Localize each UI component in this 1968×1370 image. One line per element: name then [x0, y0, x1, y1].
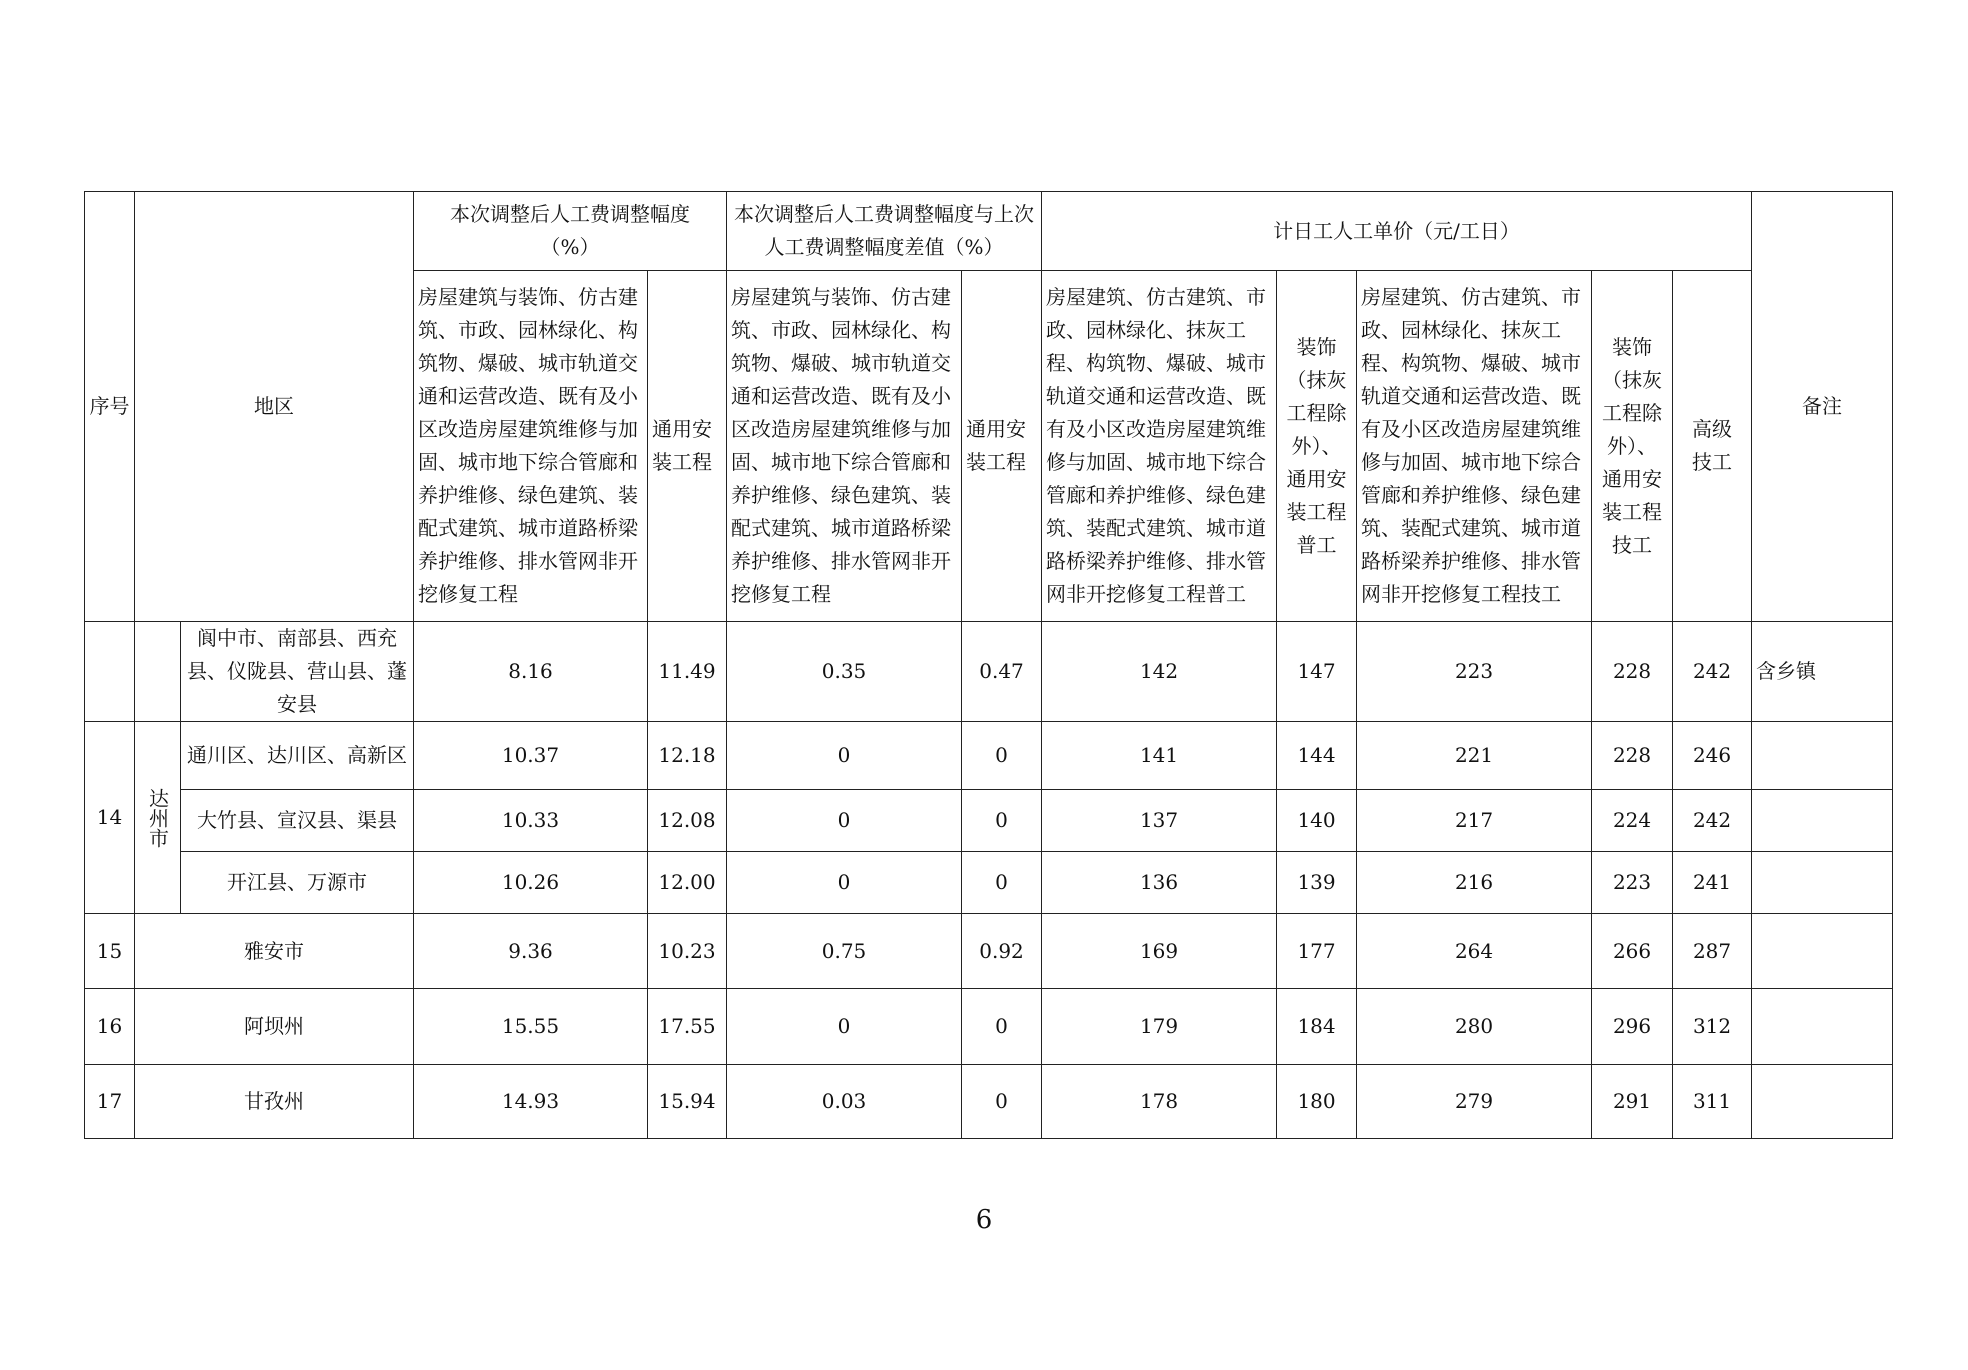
value-cell: 291	[1592, 1065, 1673, 1139]
value-cell: 179	[1042, 989, 1277, 1065]
page-number: 6	[975, 1205, 993, 1235]
region-cell: 阆中市、南部县、西充县、仪陇县、营山县、蓬安县	[181, 622, 414, 722]
value-cell: 216	[1357, 852, 1592, 914]
seq-cell: 15	[85, 914, 135, 989]
header-group-daily-price: 计日工人工单价（元/工日）	[1042, 192, 1752, 271]
header-group-difference-text: 本次调整后人工费调整幅度与上次人工费调整幅度差值（%）	[734, 202, 1035, 259]
header-col-deco-skilled: 装饰（抹灰工程除外）、通用安装工程技工	[1592, 271, 1673, 622]
value-cell: 0.35	[727, 622, 962, 722]
header-col-senior: 高级技工	[1673, 271, 1752, 622]
city-cell-empty	[135, 622, 181, 722]
remark-cell: 含乡镇	[1752, 622, 1893, 722]
value-cell: 184	[1277, 989, 1357, 1065]
value-cell: 223	[1357, 622, 1592, 722]
header-col-deco-general: 装饰（抹灰工程除外）、通用安装工程普工	[1277, 271, 1357, 622]
value-cell: 9.36	[414, 914, 648, 989]
region-cell: 雅安市	[135, 914, 414, 989]
remark-cell-empty	[1752, 989, 1893, 1065]
value-cell: 137	[1042, 790, 1277, 852]
value-cell: 12.00	[648, 852, 727, 914]
value-cell: 0	[962, 852, 1042, 914]
value-cell: 0	[727, 852, 962, 914]
value-cell: 266	[1592, 914, 1673, 989]
table-row	[85, 1065, 1893, 1139]
table-row	[85, 852, 1893, 914]
value-cell: 12.08	[648, 790, 727, 852]
table-row	[85, 790, 1893, 852]
value-cell: 178	[1042, 1065, 1277, 1139]
value-cell: 280	[1357, 989, 1592, 1065]
value-cell: 0.03	[727, 1065, 962, 1139]
value-cell: 180	[1277, 1065, 1357, 1139]
value-cell: 177	[1277, 914, 1357, 989]
city-cell	[135, 722, 181, 914]
value-cell: 296	[1592, 989, 1673, 1065]
region-cell: 通川区、达川区、高新区	[181, 722, 414, 790]
seq-cell: 14	[85, 722, 135, 914]
value-cell: 140	[1277, 790, 1357, 852]
value-cell: 10.23	[648, 914, 727, 989]
value-cell: 10.33	[414, 790, 648, 852]
header-col-install-1: 通用安装工程	[648, 271, 727, 622]
header-col-install-2: 通用安装工程	[962, 271, 1042, 622]
header-col-general-labor: 房屋建筑、仿古建筑、市政、园林绿化、抹灰工程、构筑物、爆破、城市轨道交通和运营改造、既有及小区改造房屋建筑维修与加固、城市地下综合管廊和养护维修、绿色建筑、装配式建筑、城市道路桥梁养护维修、排水管网非开挖修复工程普工	[1042, 271, 1277, 622]
value-cell: 15.55	[414, 989, 648, 1065]
header-remark: 备注	[1752, 192, 1893, 622]
value-cell: 139	[1277, 852, 1357, 914]
value-cell: 0	[962, 722, 1042, 790]
value-cell: 312	[1673, 989, 1752, 1065]
header-group-difference	[727, 192, 1042, 271]
value-cell: 241	[1673, 852, 1752, 914]
remark-cell-empty	[1752, 1065, 1893, 1139]
seq-cell-empty	[85, 622, 135, 722]
value-cell: 10.37	[414, 722, 648, 790]
header-col-building-2: 房屋建筑与装饰、仿古建筑、市政、园林绿化、构筑物、爆破、城市轨道交通和运营改造、既有及小区改造房屋建筑维修与加固、城市地下综合管廊和养护维修、绿色建筑、装配式建筑、城市道路桥梁养护维修、排水管网非开挖修复工程	[727, 271, 962, 622]
value-cell: 136	[1042, 852, 1277, 914]
value-cell: 224	[1592, 790, 1673, 852]
seq-cell: 17	[85, 1065, 135, 1139]
remark-cell-empty	[1752, 914, 1893, 989]
value-cell: 223	[1592, 852, 1673, 914]
value-cell: 242	[1673, 622, 1752, 722]
value-cell: 144	[1277, 722, 1357, 790]
value-cell: 147	[1277, 622, 1357, 722]
value-cell: 264	[1357, 914, 1592, 989]
value-cell: 0	[962, 1065, 1042, 1139]
seq-cell: 16	[85, 989, 135, 1065]
value-cell: 311	[1673, 1065, 1752, 1139]
value-cell: 0	[727, 722, 962, 790]
value-cell: 8.16	[414, 622, 648, 722]
region-cell: 开江县、万源市	[181, 852, 414, 914]
city-name: 达州市	[145, 787, 170, 848]
table-row	[85, 989, 1893, 1065]
value-cell: 10.26	[414, 852, 648, 914]
table-row	[85, 622, 1893, 722]
header-col-building-1: 房屋建筑与装饰、仿古建筑、市政、园林绿化、构筑物、爆破、城市轨道交通和运营改造、既有及小区改造房屋建筑维修与加固、城市地下综合管廊和养护维修、绿色建筑、装配式建筑、城市道路桥梁养护维修、排水管网非开挖修复工程	[414, 271, 648, 622]
value-cell: 0.47	[962, 622, 1042, 722]
value-cell: 217	[1357, 790, 1592, 852]
value-cell: 279	[1357, 1065, 1592, 1139]
value-cell: 17.55	[648, 989, 727, 1065]
header-group-adjustment	[414, 192, 727, 271]
value-cell: 142	[1042, 622, 1277, 722]
value-cell: 15.94	[648, 1065, 727, 1139]
region-cell: 阿坝州	[135, 989, 414, 1065]
value-cell: 0	[962, 790, 1042, 852]
value-cell: 246	[1673, 722, 1752, 790]
value-cell: 12.18	[648, 722, 727, 790]
header-group-adjustment-text: 本次调整后人工费调整幅度（%）	[450, 202, 690, 259]
remark-cell-empty	[1752, 790, 1893, 852]
region-cell: 大竹县、宣汉县、渠县	[181, 790, 414, 852]
remark-cell-empty	[1752, 722, 1893, 790]
table-row	[85, 722, 1893, 790]
value-cell: 0.92	[962, 914, 1042, 989]
header-col-skilled-labor: 房屋建筑、仿古建筑、市政、园林绿化、抹灰工程、构筑物、爆破、城市轨道交通和运营改造、既有及小区改造房屋建筑维修与加固、城市地下综合管廊和养护维修、绿色建筑、装配式建筑、城市道路桥梁养护维修、排水管网非开挖修复工程技工	[1357, 271, 1592, 622]
price-adjustment-table	[84, 191, 1893, 1139]
value-cell: 228	[1592, 622, 1673, 722]
remark-cell-empty	[1752, 852, 1893, 914]
value-cell: 287	[1673, 914, 1752, 989]
value-cell: 0	[962, 989, 1042, 1065]
value-cell: 228	[1592, 722, 1673, 790]
value-cell: 242	[1673, 790, 1752, 852]
value-cell: 0.75	[727, 914, 962, 989]
value-cell: 11.49	[648, 622, 727, 722]
region-cell: 甘孜州	[135, 1065, 414, 1139]
header-seq: 序号	[85, 192, 135, 622]
table-row	[85, 914, 1893, 989]
value-cell: 141	[1042, 722, 1277, 790]
value-cell: 0	[727, 989, 962, 1065]
value-cell: 14.93	[414, 1065, 648, 1139]
value-cell: 221	[1357, 722, 1592, 790]
header-region: 地区	[135, 192, 414, 622]
value-cell: 169	[1042, 914, 1277, 989]
value-cell: 0	[727, 790, 962, 852]
header-row-top	[85, 192, 1893, 271]
